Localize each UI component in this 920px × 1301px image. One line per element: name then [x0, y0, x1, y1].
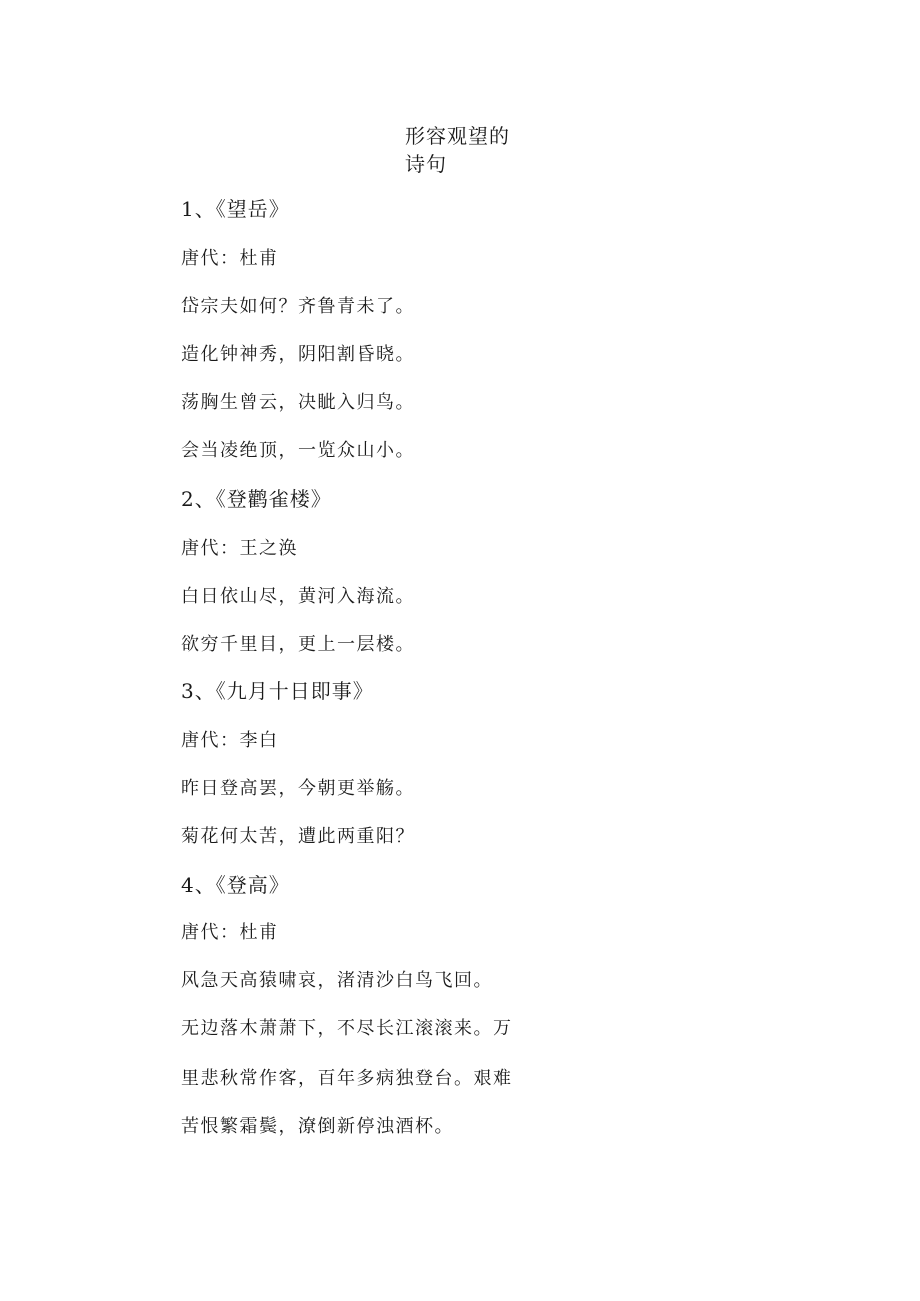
poem-line: 无边落木萧萧下，不尽长江滚滚来。万 — [181, 1018, 513, 1039]
poem-heading: 4、《登高》 — [181, 873, 290, 897]
poem-line: 苦恨繁霜鬓，潦倒新停浊酒杯。 — [181, 1116, 454, 1137]
poem-heading: 3、《九月十日即事》 — [181, 679, 374, 703]
poem-author: 唐代：王之涣 — [181, 538, 298, 559]
poem-line: 菊花何太苦，遭此两重阳？ — [181, 826, 415, 847]
poem-author: 唐代：杜甫 — [181, 248, 279, 269]
poem-line: 昨日登高罢，今朝更举觞。 — [181, 778, 415, 799]
poem-line: 里悲秋常作客，百年多病独登台。艰难 — [181, 1068, 513, 1089]
poem-author: 唐代：李白 — [181, 730, 279, 751]
poem-line: 白日依山尽，黄河入海流。 — [181, 586, 415, 607]
document-title-line1: 形容观望的 — [405, 124, 510, 148]
document-title-line2: 诗句 — [405, 152, 447, 176]
poem-author: 唐代：杜甫 — [181, 922, 279, 943]
poem-heading: 2、《登鹳雀楼》 — [181, 487, 332, 511]
poem-line: 会当凌绝顶，一览众山小。 — [181, 440, 415, 461]
poem-line: 岱宗夫如何？齐鲁青未了。 — [181, 296, 415, 317]
poem-line: 风急天高猿啸哀，渚清沙白鸟飞回。 — [181, 970, 493, 991]
poem-line: 欲穷千里目，更上一层楼。 — [181, 634, 415, 655]
poem-line: 造化钟神秀，阴阳割昏晓。 — [181, 344, 415, 365]
poem-line: 荡胸生曾云，决眦入归鸟。 — [181, 392, 415, 413]
poem-heading: 1、《望岳》 — [181, 197, 290, 221]
